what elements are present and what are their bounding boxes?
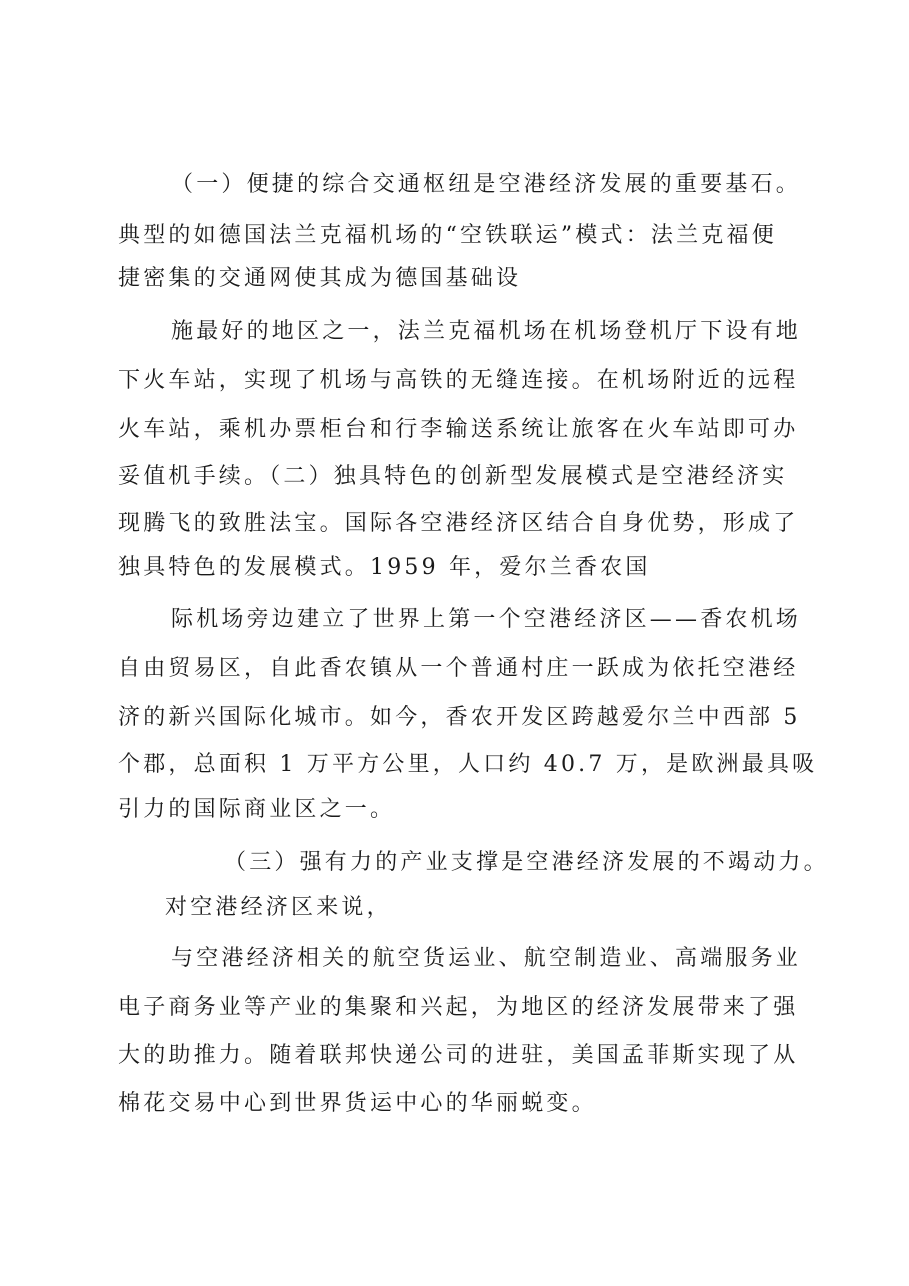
text-line: 棉花交易中心到世界货运中心的华丽蜕变。 <box>118 1091 597 1116</box>
text-line: 妥值机手续。（二）独具特色的创新型发展模式是空港经济实 <box>118 464 788 489</box>
text-line: 自由贸易区，自此香农镇从一个普通村庄一跃成为依托空港经 <box>118 656 799 681</box>
text-line: 施最好的地区之一，法兰克福机场在机场登机厅下设有地 <box>171 319 802 344</box>
text-line: 与空港经济相关的航空货运业、航空制造业、高端服务业 <box>171 946 802 971</box>
text-line: 大的助推力。随着联邦快递公司的进驻，美国孟菲斯实现了从 <box>118 1043 799 1068</box>
text-line: 对空港经济区来说， <box>165 895 392 920</box>
text-line: 典型的如德国法兰克福机场的“空铁联运”模式：法兰克福便 <box>118 223 777 248</box>
text-line: 现腾飞的致胜法宝。国际各空港经济区结合自身优势，形成了 <box>118 511 799 536</box>
text-line: 电子商务业等产业的集聚和兴起，为地区的经济发展带来了强 <box>118 995 799 1020</box>
text-line: （三）强有力的产业支撑是空港经济发展的不竭动力。 <box>224 850 829 875</box>
text-line: 济的新兴国际化城市。如今，香农开发区跨越爱尔兰中西部 5 <box>118 705 801 730</box>
text-line: 下火车站，实现了机场与高铁的无缝连接。在机场附近的远程 <box>118 368 799 393</box>
text-line: 捷密集的交通网使其成为德国基础设 <box>118 266 522 291</box>
text-line: 个郡，总面积 1 万平方公里，人口约 40.7 万，是欧洲最具吸 <box>118 752 818 777</box>
text-line: 引力的国际商业区之一。 <box>118 797 396 822</box>
text-line: 火车站，乘机办票柜台和行李输送系统让旅客在火车站即可办 <box>118 417 799 442</box>
text-line: （一）便捷的综合交通枢纽是空港经济发展的重要基石。 <box>171 172 802 197</box>
text-line: 际机场旁边建立了世界上第一个空港经济区——香农机场 <box>171 607 802 632</box>
text-line: 独具特色的发展模式。1959 年，爱尔兰香农国 <box>118 555 651 580</box>
